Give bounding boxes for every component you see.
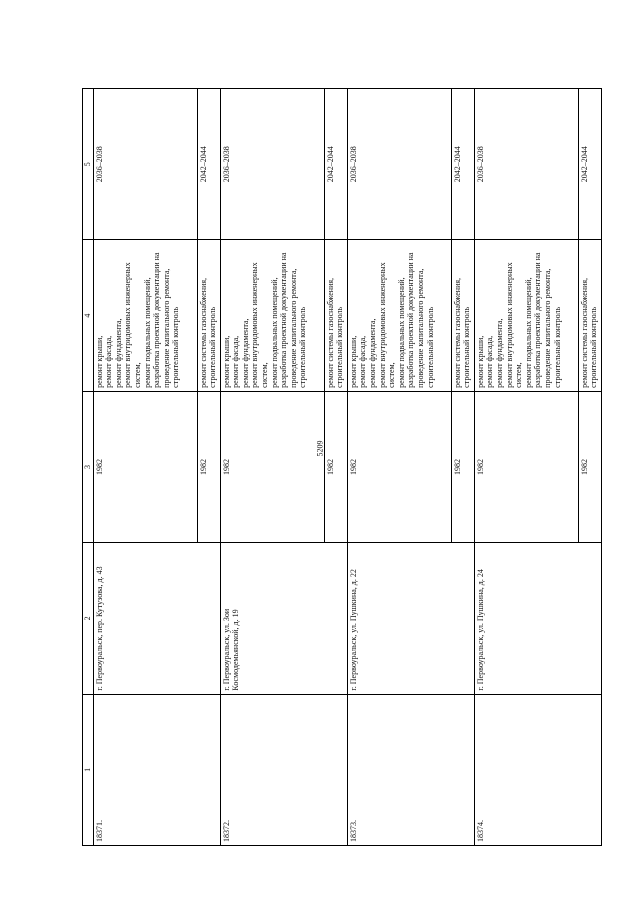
page-number: 5209 <box>315 440 325 457</box>
table-row <box>93 89 197 846</box>
header-col-2: 2 <box>83 543 94 694</box>
work-item: ремонт внутридомовых инженерных систем, <box>504 262 524 388</box>
works-cell <box>324 240 347 391</box>
address-cell: г. Первоуральск, пер. Кутузова, д. 43 <box>93 543 220 694</box>
address-cell: г. Первоуральск, ул. Зои Космодемьянской, д. 19 <box>220 543 347 694</box>
work-item: разработка проектной документации на <box>406 252 416 388</box>
work-item: ремонт крыши, <box>348 335 358 388</box>
work-item: ремонт фасада, <box>358 335 368 388</box>
row-number: 18371. <box>93 694 220 845</box>
works-cell <box>474 240 578 391</box>
year-cell: 1982 <box>197 391 220 542</box>
work-item: ремонт крыши, <box>221 335 231 388</box>
work-item: ремонт внутридомовых инженерных систем, <box>377 262 397 388</box>
work-item: ремонт фасада, <box>231 335 241 388</box>
year-cell: 1982 <box>220 391 324 542</box>
work-item: проведение капитального ремонта, <box>288 268 298 388</box>
work-item: строительный контроль <box>589 306 599 388</box>
year-cell: 1982 <box>324 391 347 542</box>
work-item: ремонт подвальных помещений, <box>269 277 279 388</box>
header-col-3: 3 <box>83 391 94 542</box>
work-item: разработка проектной документации на <box>533 252 543 388</box>
work-item: ремонт системы газоснабжения, <box>198 277 208 388</box>
works-cell <box>347 240 451 391</box>
work-item: ремонт подвальных помещений, <box>523 277 533 388</box>
header-row <box>83 89 94 846</box>
works-cell <box>197 240 220 391</box>
work-item: ремонт фасада, <box>104 335 114 388</box>
work-item: строительный контроль <box>171 306 181 388</box>
table-row <box>474 89 578 846</box>
row-number: 18372. <box>220 694 347 845</box>
work-item: строительный контроль <box>552 306 562 388</box>
work-item: ремонт подвальных помещений, <box>396 277 406 388</box>
work-item: ремонт фундамента, <box>367 318 377 388</box>
repair-schedule-table <box>82 88 602 846</box>
work-item: ремонт системы газоснабжения, <box>452 277 462 388</box>
row-number: 18373. <box>347 694 474 845</box>
works-cell <box>578 240 601 391</box>
period-cell: 2042–2044 <box>324 89 347 240</box>
work-item: строительный контроль <box>425 306 435 388</box>
rotated-table-container <box>82 88 602 846</box>
address-cell: г. Первоуральск, ул. Пушкина, д. 22 <box>347 543 474 694</box>
period-cell: 2036–2038 <box>347 89 451 240</box>
year-cell: 1982 <box>451 391 474 542</box>
work-item: ремонт внутридомовых инженерных систем, <box>250 262 270 388</box>
row-number: 18374. <box>474 694 601 845</box>
work-item: строительный контроль <box>298 306 308 388</box>
header-col-1: 1 <box>83 694 94 845</box>
work-item: строительный контроль <box>208 306 218 388</box>
works-cell <box>220 240 324 391</box>
work-item: разработка проектной документации на <box>152 252 162 388</box>
work-item: ремонт крыши, <box>94 335 104 388</box>
work-item: ремонт системы газоснабжения, <box>325 277 335 388</box>
period-cell: 2042–2044 <box>451 89 474 240</box>
year-cell: 1982 <box>93 391 197 542</box>
work-item: проведение капитального ремонта, <box>161 268 171 388</box>
address-cell: г. Первоуральск, ул. Пушкина, д. 24 <box>474 543 601 694</box>
year-cell: 1982 <box>578 391 601 542</box>
work-item: ремонт фундамента, <box>495 318 505 388</box>
work-item: строительный контроль <box>462 306 472 388</box>
header-col-5: 5 <box>83 89 94 240</box>
work-item: ремонт внутридомовых инженерных систем, <box>123 262 142 388</box>
work-item: проведение капитального ремонта, <box>415 268 425 388</box>
work-item: ремонт системы газоснабжения, <box>579 277 589 388</box>
work-item: ремонт крыши, <box>475 335 485 388</box>
work-item: проведение капитального ремонта, <box>543 268 553 388</box>
year-cell: 1982 <box>347 391 451 542</box>
table-row <box>347 89 451 846</box>
work-item: ремонт фундамента, <box>113 318 123 388</box>
work-item: ремонт фундамента, <box>240 318 250 388</box>
year-cell: 1982 <box>474 391 578 542</box>
period-cell: 2042–2044 <box>197 89 220 240</box>
work-item: ремонт подвальных помещений, <box>142 277 152 388</box>
header-col-4: 4 <box>83 240 94 391</box>
works-cell <box>451 240 474 391</box>
table-row <box>220 89 324 846</box>
period-cell: 2036–2038 <box>220 89 324 240</box>
work-item: строительный контроль <box>335 306 345 388</box>
work-item: разработка проектной документации на <box>279 252 289 388</box>
period-cell: 2036–2038 <box>474 89 578 240</box>
period-cell: 2036–2038 <box>93 89 197 240</box>
period-cell: 2042–2044 <box>578 89 601 240</box>
work-item: ремонт фасада, <box>485 335 495 388</box>
works-cell <box>93 240 197 391</box>
